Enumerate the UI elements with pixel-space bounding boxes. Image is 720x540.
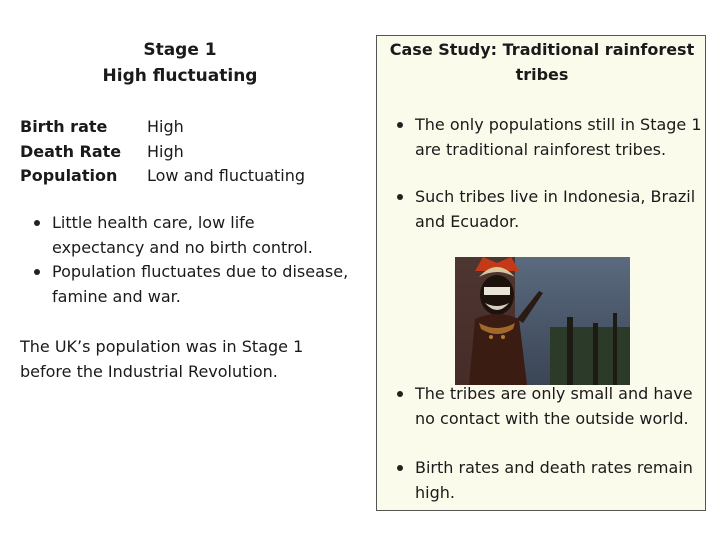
list-item: Such tribes live in Indonesia, Brazil and Ecuador. xyxy=(415,185,703,234)
fact-row-population xyxy=(20,164,305,189)
stage-bullet-list xyxy=(52,211,352,309)
fact-value: High xyxy=(147,141,184,161)
fact-value: High xyxy=(147,117,184,136)
case-study-box xyxy=(376,35,706,511)
stage-subtitle: High fluctuating xyxy=(102,66,258,86)
list-item: Birth rates and death rates remain high. xyxy=(415,456,703,505)
uk-note: The UK’s population was in Stage 1 before the Industrial Revolution. xyxy=(20,337,304,381)
case-bullet-list xyxy=(415,456,703,505)
case-bullet-list xyxy=(415,382,703,431)
fact-value: Low and fluctuating xyxy=(147,166,306,185)
rates-table xyxy=(20,115,305,189)
list-item: Little health care, low life expectancy and no birth control. xyxy=(52,211,352,260)
case-bullet-list xyxy=(415,185,703,234)
list-item: The only populations still in Stage 1 are traditional rainforest tribes. xyxy=(415,113,703,162)
fact-row-death-rate xyxy=(20,140,305,165)
tribesman-photo xyxy=(455,257,630,385)
list-item: The tribes are only small and have no contact with the outside world. xyxy=(415,382,703,431)
stage-title: Stage 1 xyxy=(143,40,217,60)
fact-label: Birth rate xyxy=(20,117,108,136)
fact-label: Death Rate xyxy=(20,141,122,161)
fact-label: Population xyxy=(20,166,118,185)
list-item: Population fluctuates due to disease, famine and war. xyxy=(52,260,352,309)
tribesman-illustration xyxy=(455,257,630,385)
case-bullet-list xyxy=(415,113,703,162)
case-study-title: Case Study: Traditional rainforest tribes xyxy=(389,40,695,84)
fact-row-birth-rate xyxy=(20,115,305,140)
